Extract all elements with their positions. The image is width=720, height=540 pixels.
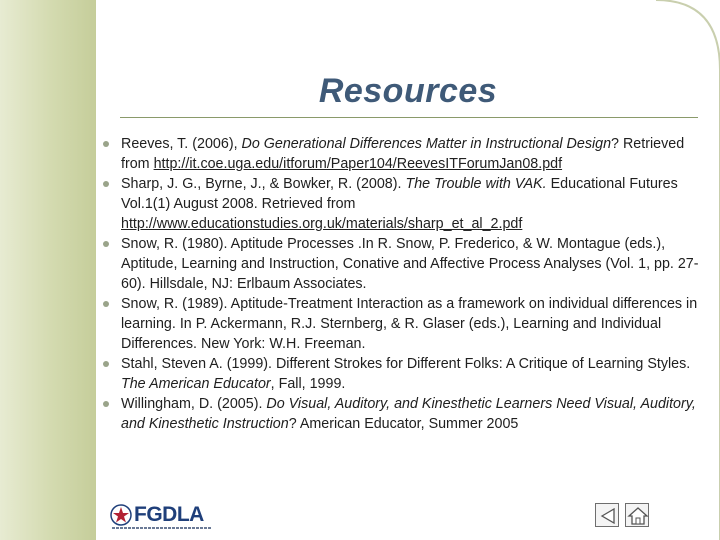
bullet-icon	[103, 181, 109, 187]
reference-text: ? American Educator, Summer 2005	[288, 416, 519, 432]
reference-text: Stahl, Steven A. (1999). Different Strokes for Different Folks: A Critique of Learning Styles.	[121, 356, 691, 372]
home-icon	[626, 504, 650, 528]
bullet-icon	[103, 401, 109, 407]
reference-item	[103, 394, 703, 434]
reference-italic-text: The American Educator	[121, 376, 271, 392]
reference-link[interactable]: http://it.coe.uga.edu/itforum/Paper104/ReevesITForumJan08.pdf	[153, 156, 563, 172]
reference-text: Reeves, T. (2006),	[121, 136, 242, 152]
reference-link[interactable]: http://www.educationstudies.org.uk/materials/sharp_et_al_2.pdf	[121, 216, 523, 232]
reference-item	[103, 234, 703, 294]
bullet-icon	[103, 361, 109, 367]
star-seal-icon	[110, 504, 132, 526]
decorative-sidebar-strip	[0, 0, 96, 540]
reference-list	[103, 134, 703, 434]
reference-text: , Fall, 1999.	[270, 376, 346, 392]
reference-text: Snow, R. (1989). Aptitude-Treatment Interaction as a framework on individual differences in learning. In P. Ackermann, R.J. Sternberg, & R. Glaser (eds.), Learning and Individual Differences. New York: W.H. Freeman.	[121, 296, 698, 352]
reference-item	[103, 294, 703, 354]
reference-italic-text: The Trouble with VAK.	[405, 176, 547, 192]
logo-tagline-decoration	[112, 527, 212, 529]
home-button[interactable]	[625, 503, 649, 527]
title-divider	[120, 117, 698, 118]
logo-text: FGDLA	[134, 503, 204, 526]
reference-item	[103, 174, 703, 234]
page-title: Resources	[318, 72, 498, 110]
fgdla-logo	[110, 502, 230, 530]
reference-text: Sharp, J. G., Byrne, J., & Bowker, R. (2008).	[121, 176, 406, 192]
bullet-icon	[103, 141, 109, 147]
back-button[interactable]	[595, 503, 619, 527]
bullet-icon	[103, 301, 109, 307]
reference-text: Educational Futures Vol.1(1) August 2008. Retrieved from	[121, 176, 678, 212]
reference-text: Snow, R. (1980). Aptitude Processes .In R. Snow, P. Frederico, & W. Montague (eds.), Aptitude, Learning and Instruction, Conative and Affective Process Analyses (Vol. 1, pp. 27-60). Hillsdale, NJ: Erlbaum Associates.	[121, 236, 699, 292]
bullet-icon	[103, 241, 109, 247]
reference-italic-text: Do Generational Differences Matter in Instructional Design	[241, 136, 612, 152]
reference-item	[103, 354, 703, 394]
reference-item	[103, 134, 703, 174]
back-triangle-icon	[596, 504, 620, 528]
reference-text: ? Retrieved from	[121, 136, 685, 172]
reference-text: Willingham, D. (2005).	[121, 396, 267, 412]
reference-italic-text: Do Visual, Auditory, and Kinesthetic Learners Need Visual, Auditory, and Kinesthetic Instruction	[121, 396, 696, 432]
